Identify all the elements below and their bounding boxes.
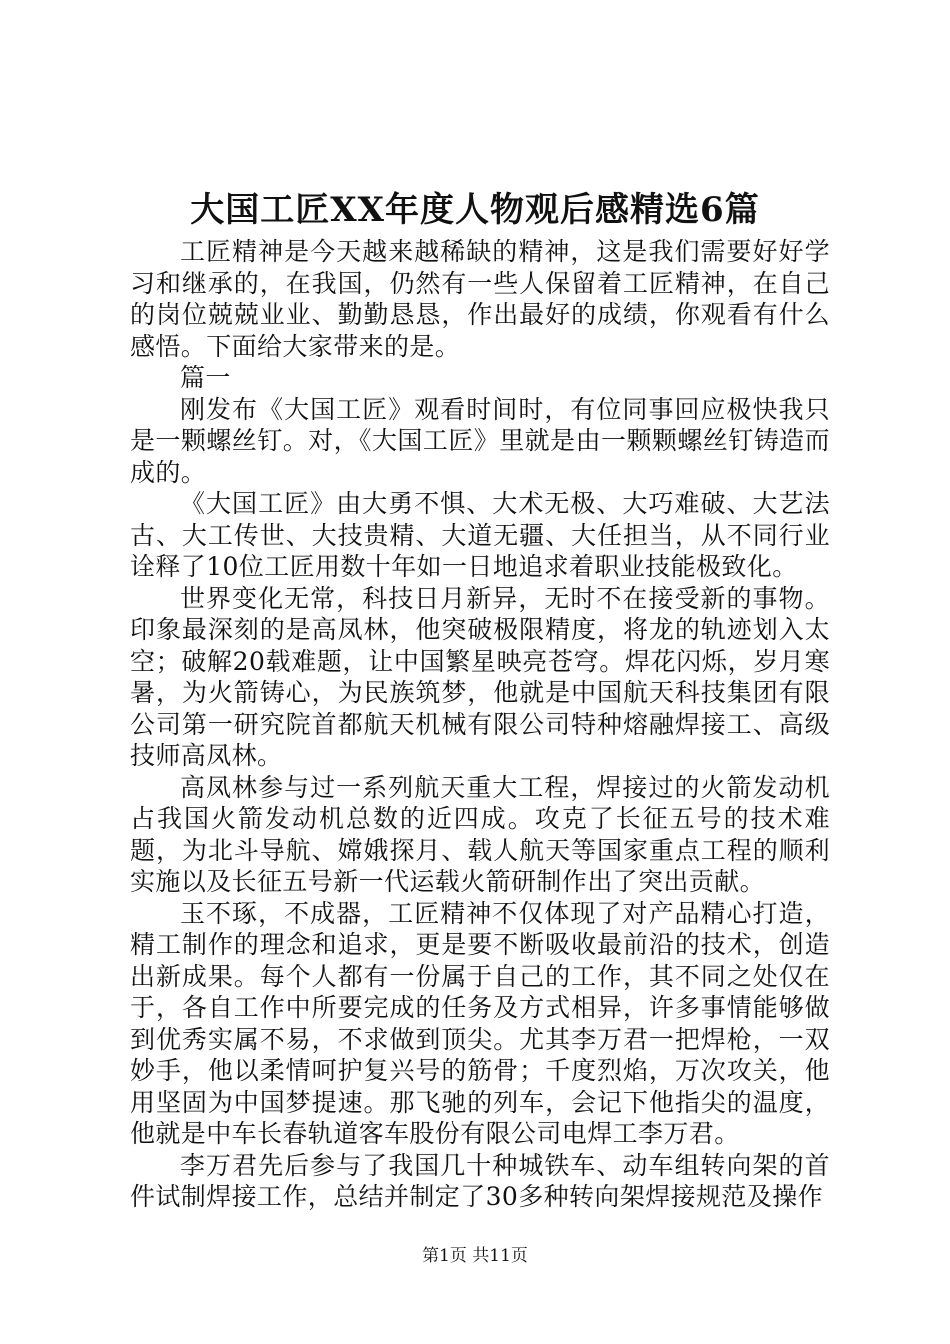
paragraph-intro: 工匠精神是今天越来越稀缺的精神，这是我们需要好好学习和继承的，在我国，仍然有一些人保留着工匠精神，在自己的岗位兢兢业业、勤勤恳恳，作出最好的成绩，你观看有什么感悟。下面给大家带来的是。 [130,237,830,361]
paragraph: 高凤林参与过一系列航天重大工程，焊接过的火箭发动机占我国火箭发动机总数的近四成。攻克了长征五号的技术难题，为北斗导航、嫦娥探月、载人航天等国家重点工程的顺利实施以及长征五号新一代运载火箭研制作出了突出贡献。 [130,772,830,896]
document-body [130,236,830,1213]
paragraph: 刚发布《大国工匠》观看时间时，有位同事回应极快我只是一颗螺丝钉。对，《大国工匠》里就是由一颗颗螺丝钉铸造而成的。 [130,394,830,487]
paragraph: 李万君先后参与了我国几十种城铁车、动车组转向架的首件试制焊接工作，总结并制定了30多种转向架焊接规范及操作 [130,1150,830,1211]
document-title: 大国工匠XX年度人物观后感精选6篇 [190,190,760,230]
page-number-footer: 第1页 共11页 [422,1246,528,1266]
paragraph-section-heading: 篇一 [180,363,231,392]
paragraph: 玉不琢，不成器，工匠精神不仅体现了对产品精心打造，精工制作的理念和追求，更是要不断吸收最前沿的技术，创造出新成果。每个人都有一份属于自己的工作，其不同之处仅在于，各自工作中所要完成的任务及方式相异，许多事情能够做到优秀实属不易，不求做到顶尖。尤其李万君一把焊枪，一双妙手，他以柔情呵护复兴号的筋骨；千度烈焰，万次攻关，他用坚固为中国梦提速。那飞驰的列车，会记下他指尖的温度，他就是中车长春轨道客车股份有限公司电焊工李万君。 [130,898,830,1148]
paragraph: 《大国工匠》由大勇不惧、大术无极、大巧难破、大艺法古、大工传世、大技贵精、大道无疆、大任担当，从不同行业诠释了10位工匠用数十年如一日地追求着职业技能极致化。 [130,489,830,581]
paragraph: 世界变化无常，科技日月新异，无时不在接受新的事物。印象最深刻的是高凤林，他突破极限精度，将龙的轨迹划入太空；破解20载难题，让中国繁星映亮苍穹。焊花闪烁，岁月寒暑，为火箭铸心，为民族筑梦，他就是中国航天科技集团有限公司第一研究院首都航天机械有限公司特种熔融焊接工、高级技师高凤林。 [130,583,830,770]
